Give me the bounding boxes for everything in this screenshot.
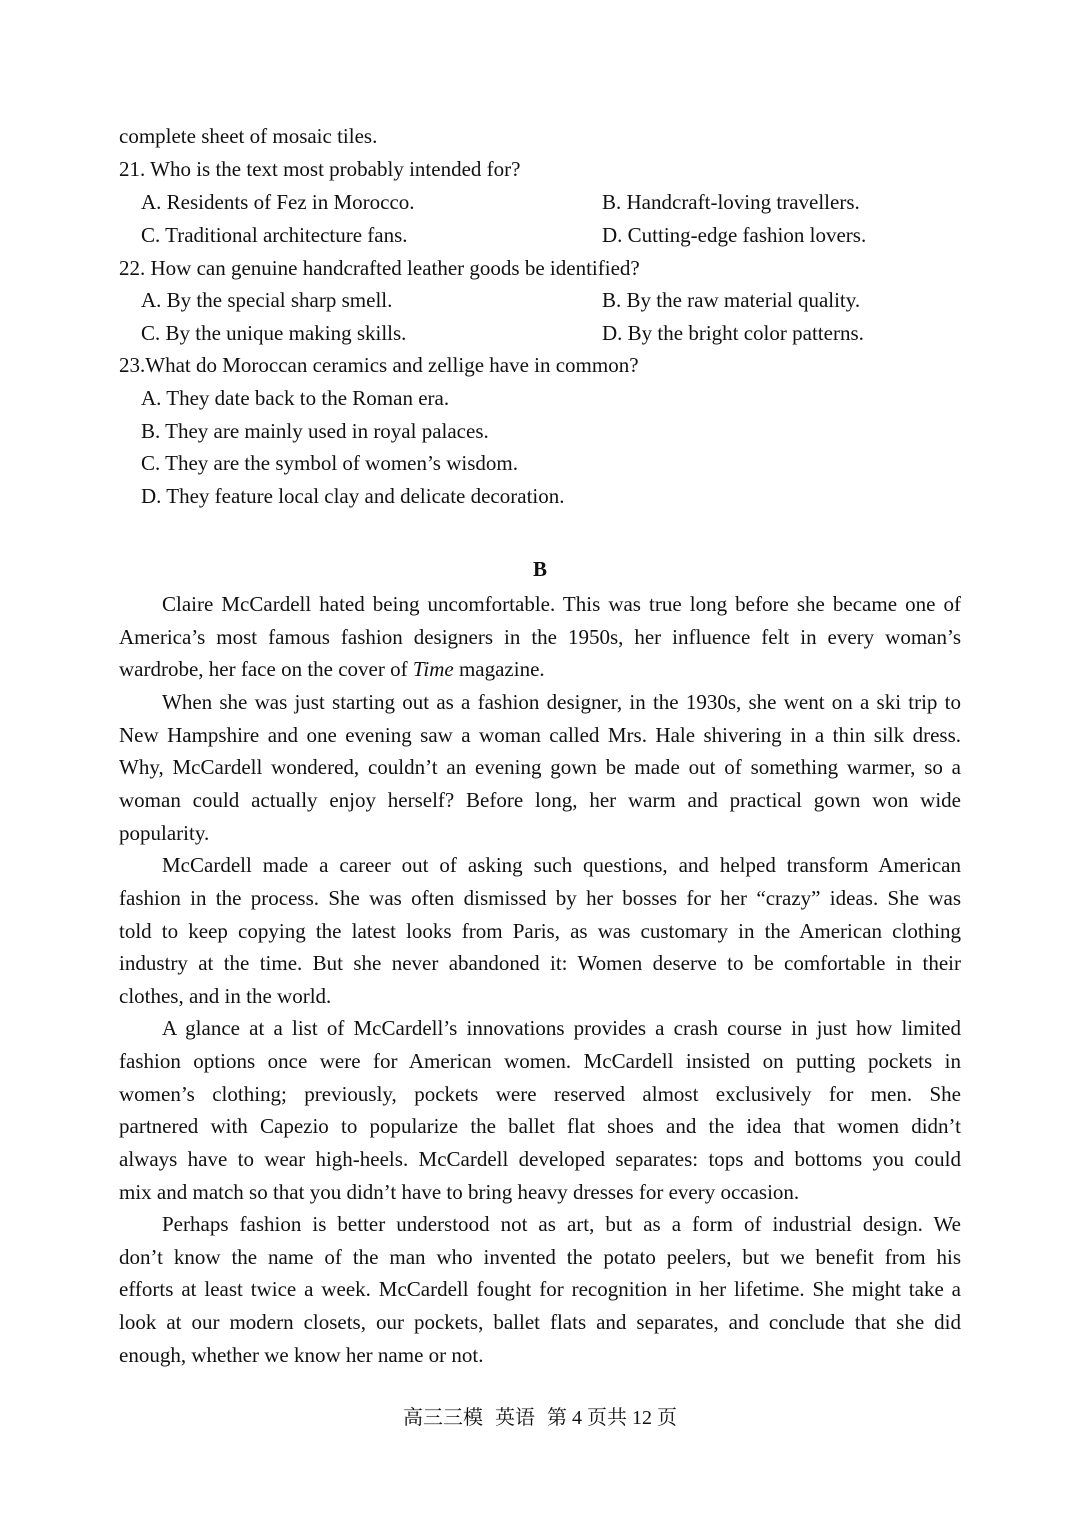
question-23-stem: 23.What do Moroccan ceramics and zellige have in common? [119, 353, 639, 377]
paragraph-line: partnered with Capezio to popularize the ballet flat shoes and the idea that women didn’t [119, 1114, 961, 1138]
paragraph-line: women’s clothing; previously, pockets were reserved almost exclusively for men. She [119, 1082, 961, 1106]
question-23-option-c: C. They are the symbol of women’s wisdom. [141, 451, 518, 475]
paragraph-line: look at our modern closets, our pockets, ballet flats and separates, and conclude that she did [119, 1310, 961, 1334]
paragraph-text: magazine. [453, 657, 545, 681]
paragraph-line: told to keep copying the latest looks from Paris, as was customary in the American clothing [119, 919, 961, 943]
question-22-option-a: A. By the special sharp smell. [141, 288, 393, 312]
question-23-option-a: A. They date back to the Roman era. [141, 386, 450, 410]
question-21-option-a: A. Residents of Fez in Morocco. [141, 190, 415, 214]
question-22-option-d: D. By the bright color patterns. [602, 321, 864, 345]
footer-page-number: 第 4 页共 12 页 [547, 1407, 677, 1429]
question-23-option-b: B. They are mainly used in royal palaces. [141, 419, 489, 443]
paragraph-line: woman could actually enjoy herself? Before long, her warm and practical gown won wide [119, 788, 961, 812]
question-23-option-d: D. They feature local clay and delicate decoration. [141, 484, 565, 508]
paragraph-line [119, 659, 961, 680]
paragraph-line: don’t know the name of the man who invented the potato peelers, but we benefit from his [119, 1245, 961, 1269]
paragraph-line: Why, McCardell wondered, couldn’t an evening gown be made out of something warmer, so a [119, 755, 961, 779]
section-b-heading: B [532, 557, 547, 581]
top-fragment: complete sheet of mosaic tiles. [119, 124, 378, 148]
paragraph-line: always have to wear high-heels. McCardell developed separates: tops and bottoms you could [119, 1147, 961, 1171]
question-21-option-c: C. Traditional architecture fans. [141, 223, 408, 247]
paragraph-line: Claire McCardell hated being uncomfortable. This was true long before she became one of [162, 592, 961, 616]
paragraph-text: wardrobe, her face on the cover of [119, 657, 413, 681]
paragraph-line: popularity. [119, 821, 210, 845]
question-22-option-b: B. By the raw material quality. [602, 288, 861, 312]
footer-subject: 英语 [495, 1407, 535, 1429]
paragraph-line: efforts at least twice a week. McCardell fought for recognition in her lifetime. She might take a [119, 1277, 961, 1301]
question-21-option-b: B. Handcraft-loving travellers. [602, 190, 860, 214]
paragraph-line: America’s most famous fashion designers in the 1950s, her influence felt in every woman’s [119, 625, 961, 649]
paragraph-line: mix and match so that you didn’t have to bring heavy dresses for every occasion. [119, 1180, 800, 1204]
magazine-title: Time [412, 657, 454, 681]
paragraph-line: industry at the time. But she never abandoned it: Women deserve to be comfortable in their [119, 951, 961, 975]
paragraph-line: When she was just starting out as a fashion designer, in the 1930s, she went on a ski trip to [162, 690, 961, 714]
question-21-option-d: D. Cutting-edge fashion lovers. [602, 223, 867, 247]
paragraph-line: New Hampshire and one evening saw a woman called Mrs. Hale shivering in a thin silk dress. [119, 723, 961, 747]
paragraph-line: clothes, and in the world. [119, 984, 332, 1008]
paragraph-line: Perhaps fashion is better understood not as art, but as a form of industrial design. We [162, 1212, 961, 1236]
paragraph-line: McCardell made a career out of asking such questions, and helped transform American [162, 853, 961, 877]
paragraph-line: A glance at a list of McCardell’s innovations provides a crash course in just how limited [162, 1016, 961, 1040]
question-22-option-c: C. By the unique making skills. [141, 321, 407, 345]
question-22-stem: 22. How can genuine handcrafted leather goods be identified? [119, 256, 640, 280]
page-footer [0, 1401, 1080, 1430]
footer-exam: 高三三模 [403, 1407, 483, 1429]
paragraph-line: enough, whether we know her name or not. [119, 1343, 484, 1367]
question-21-stem: 21. Who is the text most probably intended for? [119, 157, 521, 181]
paragraph-line: fashion in the process. She was often dismissed by her bosses for her “crazy” ideas. She was [119, 886, 961, 910]
paragraph-line: fashion options once were for American women. McCardell insisted on putting pockets in [119, 1049, 961, 1073]
